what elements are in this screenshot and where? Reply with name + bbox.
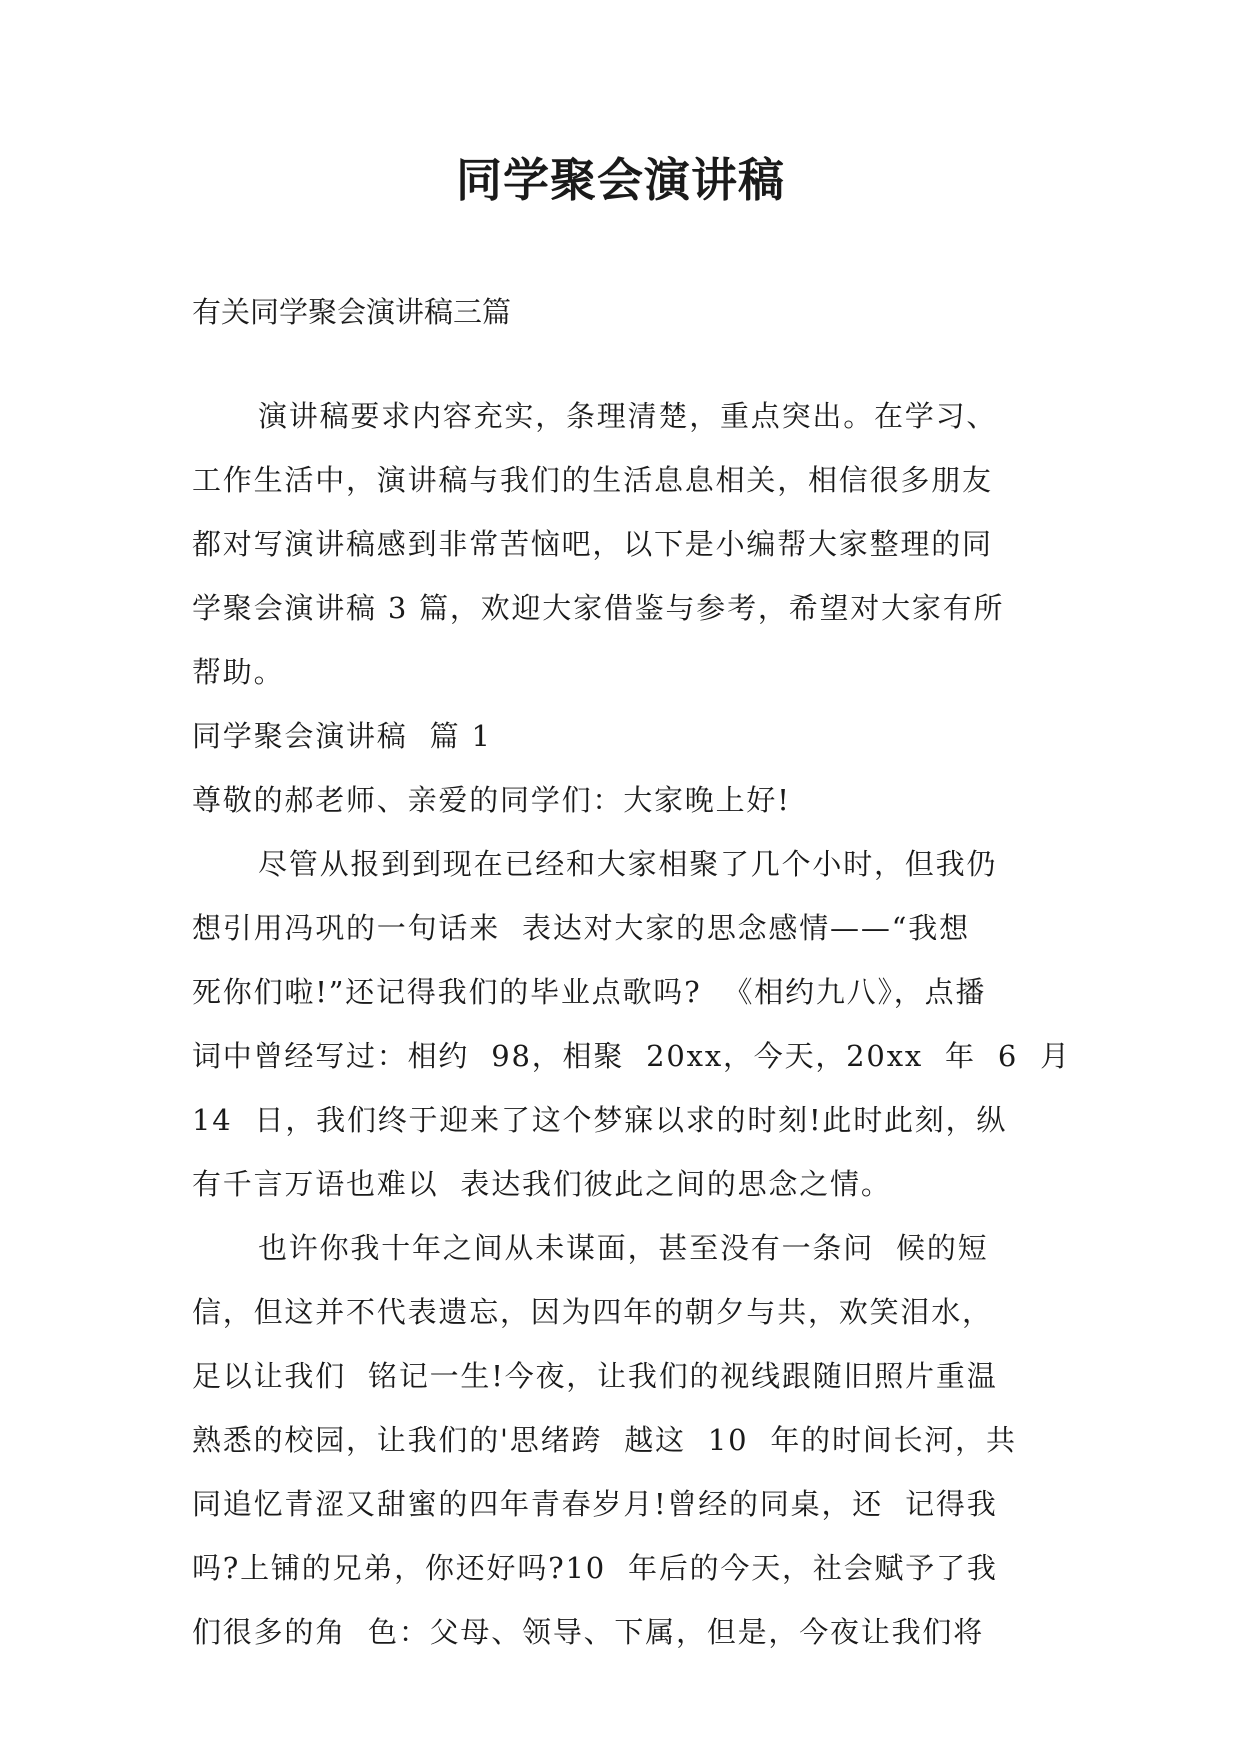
text-line: 信，但这并不代表遗忘，因为四年的朝夕与共，欢笑泪水， xyxy=(192,1295,993,1329)
text-line: 学聚会演讲稿 3 篇，欢迎大家借鉴与参考，希望对大家有所 xyxy=(192,591,1005,625)
text-line: 尊敬的郝老师、亲爱的同学们：大家晚上好! xyxy=(192,783,791,817)
text-line: 有千言万语也难以 表达我们彼此之间的思念之情。 xyxy=(192,1167,892,1201)
text-line: 想引用冯巩的一句话来 表达对大家的思念感情——“我想 xyxy=(192,911,970,945)
text-line: 工作生活中，演讲稿与我们的生活息息相关，相信很多朋友 xyxy=(192,463,993,497)
text-line: 同学聚会演讲稿 篇 1 xyxy=(192,719,492,753)
text-line: 吗?上铺的兄弟，你还好吗?10 年后的今天，社会赋予了我 xyxy=(192,1551,998,1585)
text-line: 都对写演讲稿感到非常苦恼吧，以下是小编帮大家整理的同 xyxy=(192,527,993,561)
text-line: 们很多的角 色：父母、领导、下属，但是，今夜让我们将 xyxy=(192,1615,985,1649)
text-line: 同追忆青涩又甜蜜的四年青春岁月!曾经的同桌，还 记得我 xyxy=(192,1487,998,1521)
text-line: 尽管从报到到现在已经和大家相聚了几个小时，但我仍 xyxy=(258,847,998,881)
document-title: 同学聚会演讲稿 xyxy=(456,153,785,207)
text-line: 14 日，我们终于迎来了这个梦寐以求的时刻!此时此刻，纵 xyxy=(192,1103,1008,1137)
text-line: 词中曾经写过：相约 98，相聚 20xx，今天，20xx 年 6 月 xyxy=(192,1039,1071,1073)
document-body xyxy=(192,384,1072,1664)
text-line: 熟悉的校园，让我们的'思绪跨 越这 10 年的时间长河，共 xyxy=(192,1423,1017,1457)
text-line: 足以让我们 铭记一生!今夜，让我们的视线跟随旧照片重温 xyxy=(192,1359,998,1393)
text-line: 死你们啦!”还记得我们的毕业点歌吗? 《相约九八》，点播 xyxy=(192,975,987,1009)
document-subtitle: 有关同学聚会演讲稿三篇 xyxy=(192,295,512,329)
text-line: 帮助。 xyxy=(192,655,285,689)
text-line: 演讲稿要求内容充实，条理清楚，重点突出。在学习、 xyxy=(258,399,998,433)
text-line: 也许你我十年之间从未谋面，甚至没有一条问 候的短 xyxy=(258,1231,989,1265)
